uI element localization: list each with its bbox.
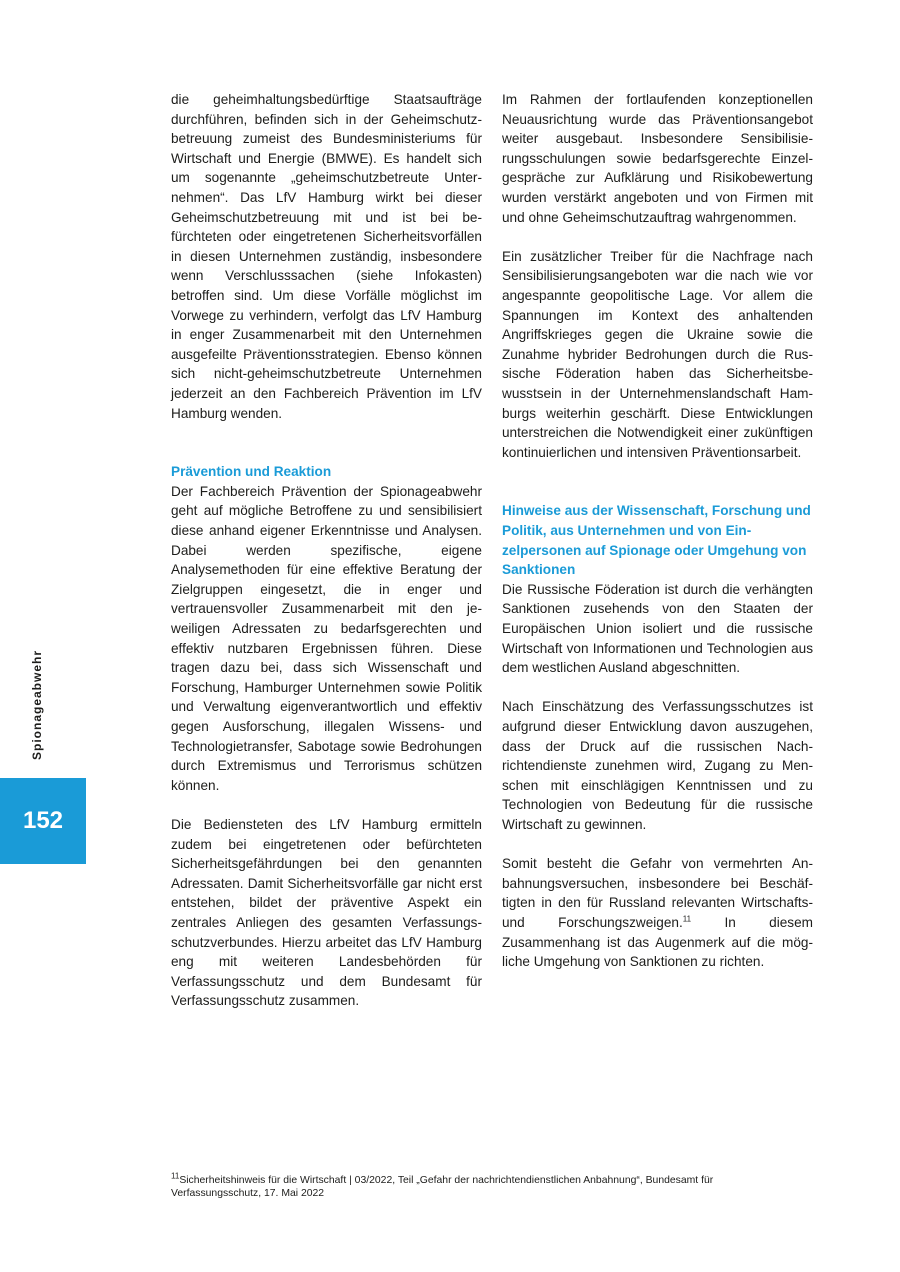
page-number: 152 <box>0 778 86 864</box>
paragraph-text: Somit besteht die Gefahr von vermehrten Anbahnungsversuchen, insbesondere bei Beschäftigten in den für Russland relevanten Wirtschafts- und Forschungszweigen. <box>502 856 813 930</box>
footnote-text: Sicherheitshinweis für die Wirtschaft | 03/2022, Teil „Gefahr der nachrichtendienstlichen Anbahnung“, Bundesamt für Verfassungsschutz, 17. Mai 2022 <box>171 1175 714 1199</box>
paragraph: Die Bediensteten des LfV Hamburg ermitteln zudem bei eingetretenen oder befürchteten Sicherheitsgefährdungen bei den genannten Adressaten. Damit Sicherheitsvorfälle gar nicht erst entstehen, bildet der präventive Aspekt ein zentrales Anliegen des gesamten Verfassungsschutzverbundes. Hierzu arbeitet das LfV Hamburg eng mit weiteren Landesbehörden für Verfassungsschutz und dem Bundesamt für Verfassungsschutz zusammen. <box>171 816 482 1009</box>
paragraph: Die Russische Föderation ist durch die verhängten Sanktionen zusehends von den Staaten der Europäischen Union isoliert und die russische Wirtschaft von Informationen und Technologien aus dem westlichen Ausland abgeschnitten. <box>502 581 813 676</box>
paragraph: die geheimhaltungsbedürftige Staatsaufträge durchführen, befinden sich in der Geheimschutzbetreuung zumeist des Bundesministeriums für Wirtschaft und Energie (BMWE). Es handelt sich um sogenannte „geheimschutzbetreute Unternehmen“. Das LfV Hamburg wirkt bei dieser Geheimschutzbetreuung mit und ist bei befürchteten oder eingetretenen Sicherheitsvorfällen in diesen Unternehmen zuständig, insbesondere wenn Verschlusssachen (siehe Infokasten) betroffen sind. Um diese Vorfälle möglichst im Vorwege zu verhindern, verfolgt das LfV Hamburg in enger Zusammenarbeit mit den Unternehmen ausgefeilte Präventionsstrategien. Ebenso können sich nicht-geheimschutzbetreute Unternehmen jederzeit an den Fachbereich Prävention im LfV Hamburg wenden. <box>171 92 482 421</box>
paragraph-text: In diesem Zusammenhang ist das Augenmerk auf die mögliche Umgehung von Sanktionen zu richten. <box>502 914 813 970</box>
footnote-number: 11 <box>171 1171 180 1181</box>
right-column <box>502 90 813 991</box>
paragraph: Nach Einschätzung des Verfassungsschutzes ist aufgrund dieser Entwicklung davon auszugehen, dass der Druck auf die russischen Nachrichtendienste zunehmen wird, Zugang zu Menschen mit einschlägigen Kenntnissen und zu Technologien von Bedeutung für die russische Wirtschaft zu gewinnen. <box>502 699 813 832</box>
footnote <box>171 1171 791 1200</box>
paragraph <box>502 854 813 972</box>
section-heading: Prävention und Reaktion <box>171 464 332 480</box>
section-heading: Hinweise aus der Wissenschaft, Forschung und Politik, aus Unternehmen und von Einzelpersonen auf Spionage oder Umgehung von Sanktionen <box>502 503 811 578</box>
section-side-label: Spionageabwehr <box>30 649 44 760</box>
footnote-reference[interactable]: 11 <box>682 914 692 924</box>
left-column <box>171 90 482 1031</box>
paragraph: Ein zusätzlicher Treiber für die Nachfrage nach Sensibilisierungsangeboten war die nach wie vor angespannte geopolitische Lage. Vor allem die Spannungen im Kontext des anhaltenden Angriffskrieges gegen die Ukraine sowie die Zunahme hybrider Bedrohungen durch die Russische Föderation haben das Sicherheitsbewusstsein in der Unternehmenslandschaft Hamburgs weiterhin geschärft. Diese Entwicklungen unterstreichen die Notwendigkeit einer zukünftigen kontinuierlichen und intensiven Präventionsarbeit. <box>502 248 813 460</box>
paragraph: Im Rahmen der fortlaufenden konzeptionellen Neuausrichtung wurde das Präventionsangebot weiter ausgebaut. Insbesondere Sensibilisierungsschulungen sowie bedarfsgerechte Einzelgespräche zur Aufklärung und Risikobewertung wurden verstärkt angeboten und von Firmen mit und ohne Geheimschutzauftrag wahrgenommen. <box>502 92 813 225</box>
paragraph: Der Fachbereich Prävention der Spionageabwehr geht auf mögliche Betroffene zu und sensibilisiert diese anhand eigener Erkenntnisse und Analysen. Dabei werden spezifische, eigene Analysemethoden für eine effektive Beratung der Zielgruppen eingesetzt, die in enger und vertrauensvoller Zusammenarbeit mit den jeweiligen Adressaten zu bedarfsgerechten und effektiv nutzbaren Ergebnissen führen. Diese tragen dazu bei, dass sich Wissenschaft und Forschung, Hamburger Unternehmen sowie Politik und Verwaltung eigenverantwortlich und effektiv gegen Ausforschung, illegalen Wissens- und Technologietransfer, Sabotage sowie Bedrohungen durch Extremismus und Terrorismus schützen können. <box>171 483 482 793</box>
